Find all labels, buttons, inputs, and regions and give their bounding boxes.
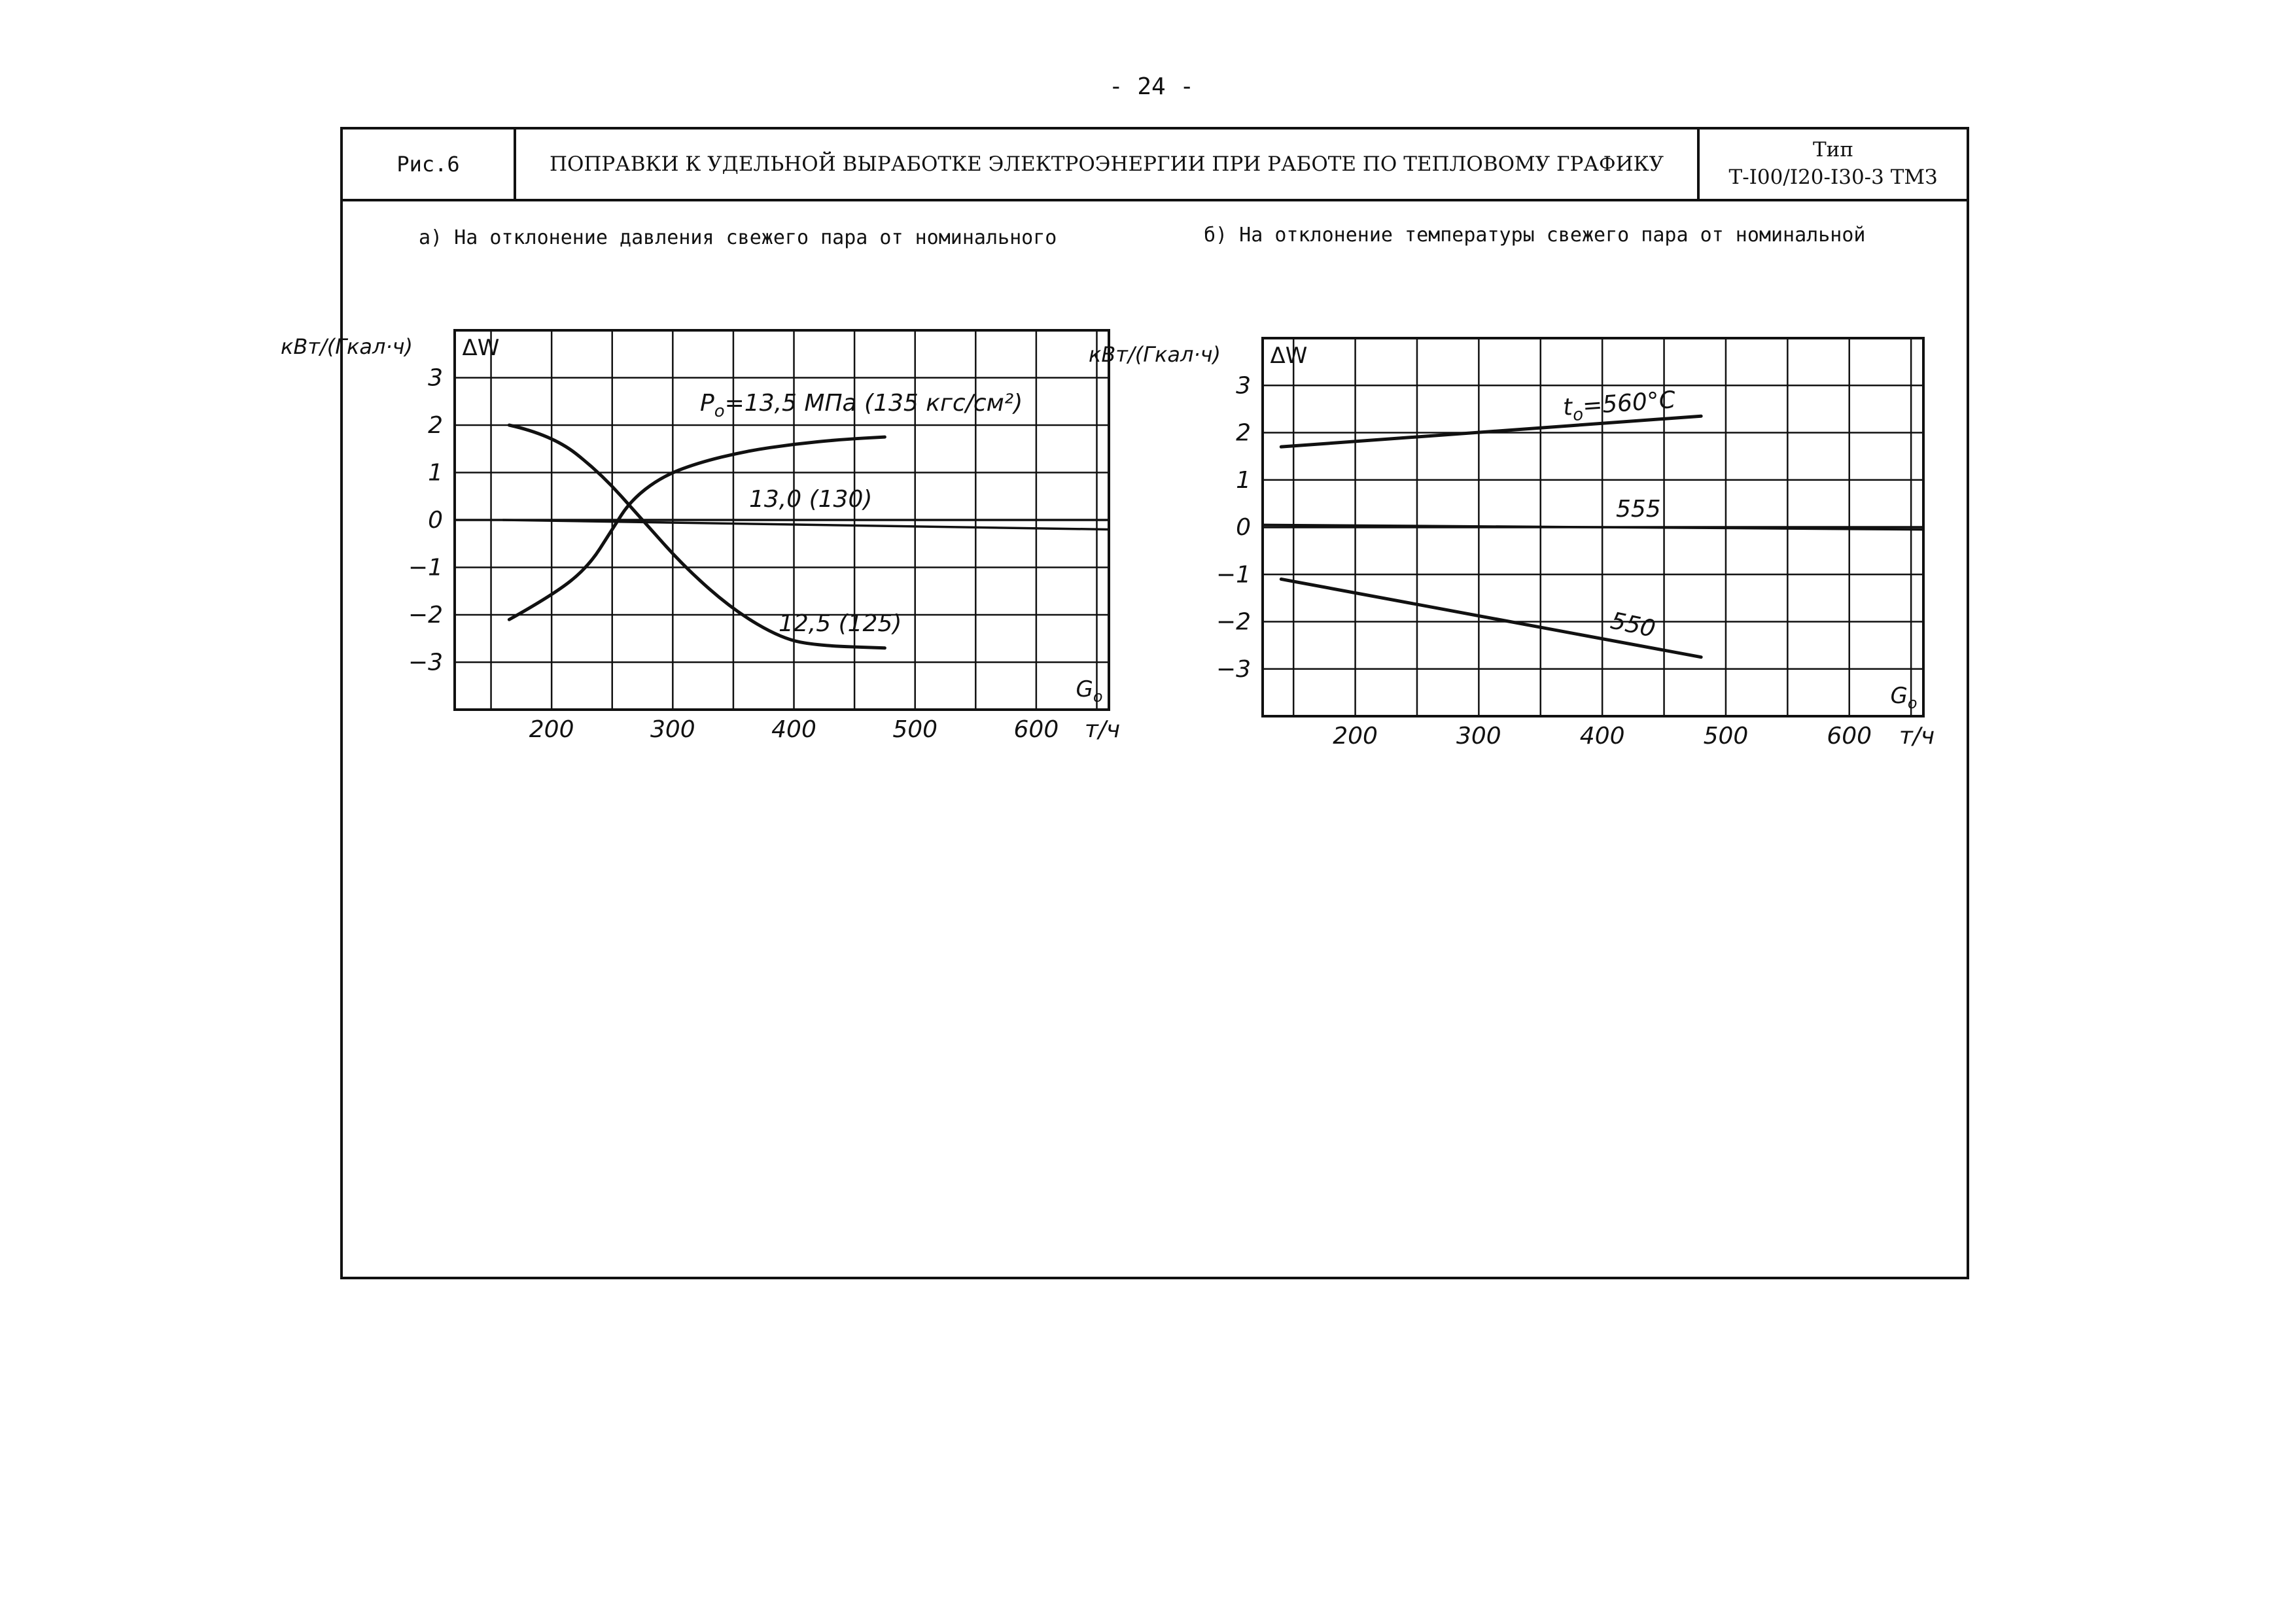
x-tick-label: 200 bbox=[529, 716, 574, 743]
type-value: Т-I00/I20-I30-3 ТМЗ bbox=[1728, 165, 1938, 189]
series-line-0 bbox=[1281, 416, 1701, 447]
y-tick-label: −2 bbox=[1216, 608, 1251, 636]
x-tick-label: 300 bbox=[1456, 723, 1501, 750]
x-tick-label: 400 bbox=[1579, 723, 1625, 750]
page-number: - 24 - bbox=[1108, 73, 1195, 100]
x-axis-symbol: $G_o$ bbox=[1076, 676, 1103, 706]
x-tick-label: 500 bbox=[1703, 723, 1749, 750]
x-tick-label: 600 bbox=[1827, 723, 1872, 750]
chart-panel-b bbox=[1089, 338, 1935, 750]
y-tick-label: −3 bbox=[408, 649, 443, 676]
y-tick-label: −2 bbox=[408, 602, 443, 629]
y-tick-label: 0 bbox=[428, 507, 443, 534]
x-axis-symbol: $G_o$ bbox=[1890, 683, 1918, 712]
series-label-main: P bbox=[700, 390, 714, 417]
x-tick-label: 200 bbox=[1333, 723, 1378, 750]
y-tick-label: −3 bbox=[1216, 655, 1251, 683]
y-axis-symbol: ΔW bbox=[1270, 343, 1308, 369]
panel-b-subtitle: б) На отклонение температуры свежего пара от номинальной bbox=[1204, 224, 1866, 247]
chart-panel-a bbox=[281, 330, 1120, 743]
y-tick-label: 2 bbox=[428, 412, 443, 439]
type-label: Тип bbox=[1813, 138, 1853, 162]
series-label-1: 13,0 (130) bbox=[749, 486, 873, 513]
y-tick-label: −1 bbox=[408, 554, 443, 581]
y-axis-symbol: ΔW bbox=[462, 335, 500, 361]
x-tick-label: 400 bbox=[771, 716, 816, 743]
series-label-main: t bbox=[1562, 394, 1573, 421]
series-label-rest: =560°C bbox=[1581, 387, 1677, 420]
series-label-rest: =13,5 МПа (135 кгс/см²) bbox=[724, 390, 1023, 417]
x-axis-symbol-subscript: o bbox=[1907, 694, 1918, 712]
y-unit-label: кВт/(Гкал·ч) bbox=[1089, 342, 1221, 367]
x-unit-label: т/ч bbox=[1899, 723, 1935, 750]
series-label-subscript: o bbox=[714, 402, 725, 421]
x-tick-label: 300 bbox=[650, 716, 695, 743]
series-line-1 bbox=[503, 520, 1109, 530]
series-label-2: 550 bbox=[1608, 607, 1658, 644]
series-label-1: 555 bbox=[1616, 496, 1661, 523]
figure-title: ПОПРАВКИ К УДЕЛЬНОЙ ВЫРАБОТКЕ ЭЛЕКТРОЭНЕРГИИ ПРИ РАБОТЕ ПО ТЕПЛОВОМУ ГРАФИКУ bbox=[516, 130, 1700, 199]
series-label-0 bbox=[700, 390, 1023, 421]
y-tick-label: 0 bbox=[1236, 514, 1251, 541]
x-tick-label: 500 bbox=[892, 716, 938, 743]
panel-a-subtitle: а) На отклонение давления свежего пара от номинального bbox=[419, 226, 1057, 249]
series-line-0 bbox=[509, 437, 885, 619]
y-tick-label: 2 bbox=[1236, 419, 1251, 447]
y-tick-label: 3 bbox=[1236, 372, 1251, 400]
x-unit-label: т/ч bbox=[1084, 716, 1121, 743]
series-label-2: 12,5 (125) bbox=[779, 610, 902, 637]
figure-label: Рис.6 bbox=[343, 130, 516, 199]
y-tick-label: −1 bbox=[1216, 561, 1251, 589]
series-label-subscript: o bbox=[1572, 404, 1585, 425]
x-axis-symbol-subscript: o bbox=[1093, 687, 1103, 706]
y-tick-label: 1 bbox=[428, 459, 443, 487]
y-tick-label: 3 bbox=[428, 364, 443, 392]
y-tick-label: 1 bbox=[1236, 466, 1251, 494]
y-unit-label: кВт/(Гкал·ч) bbox=[281, 334, 413, 359]
x-tick-label: 600 bbox=[1013, 716, 1059, 743]
